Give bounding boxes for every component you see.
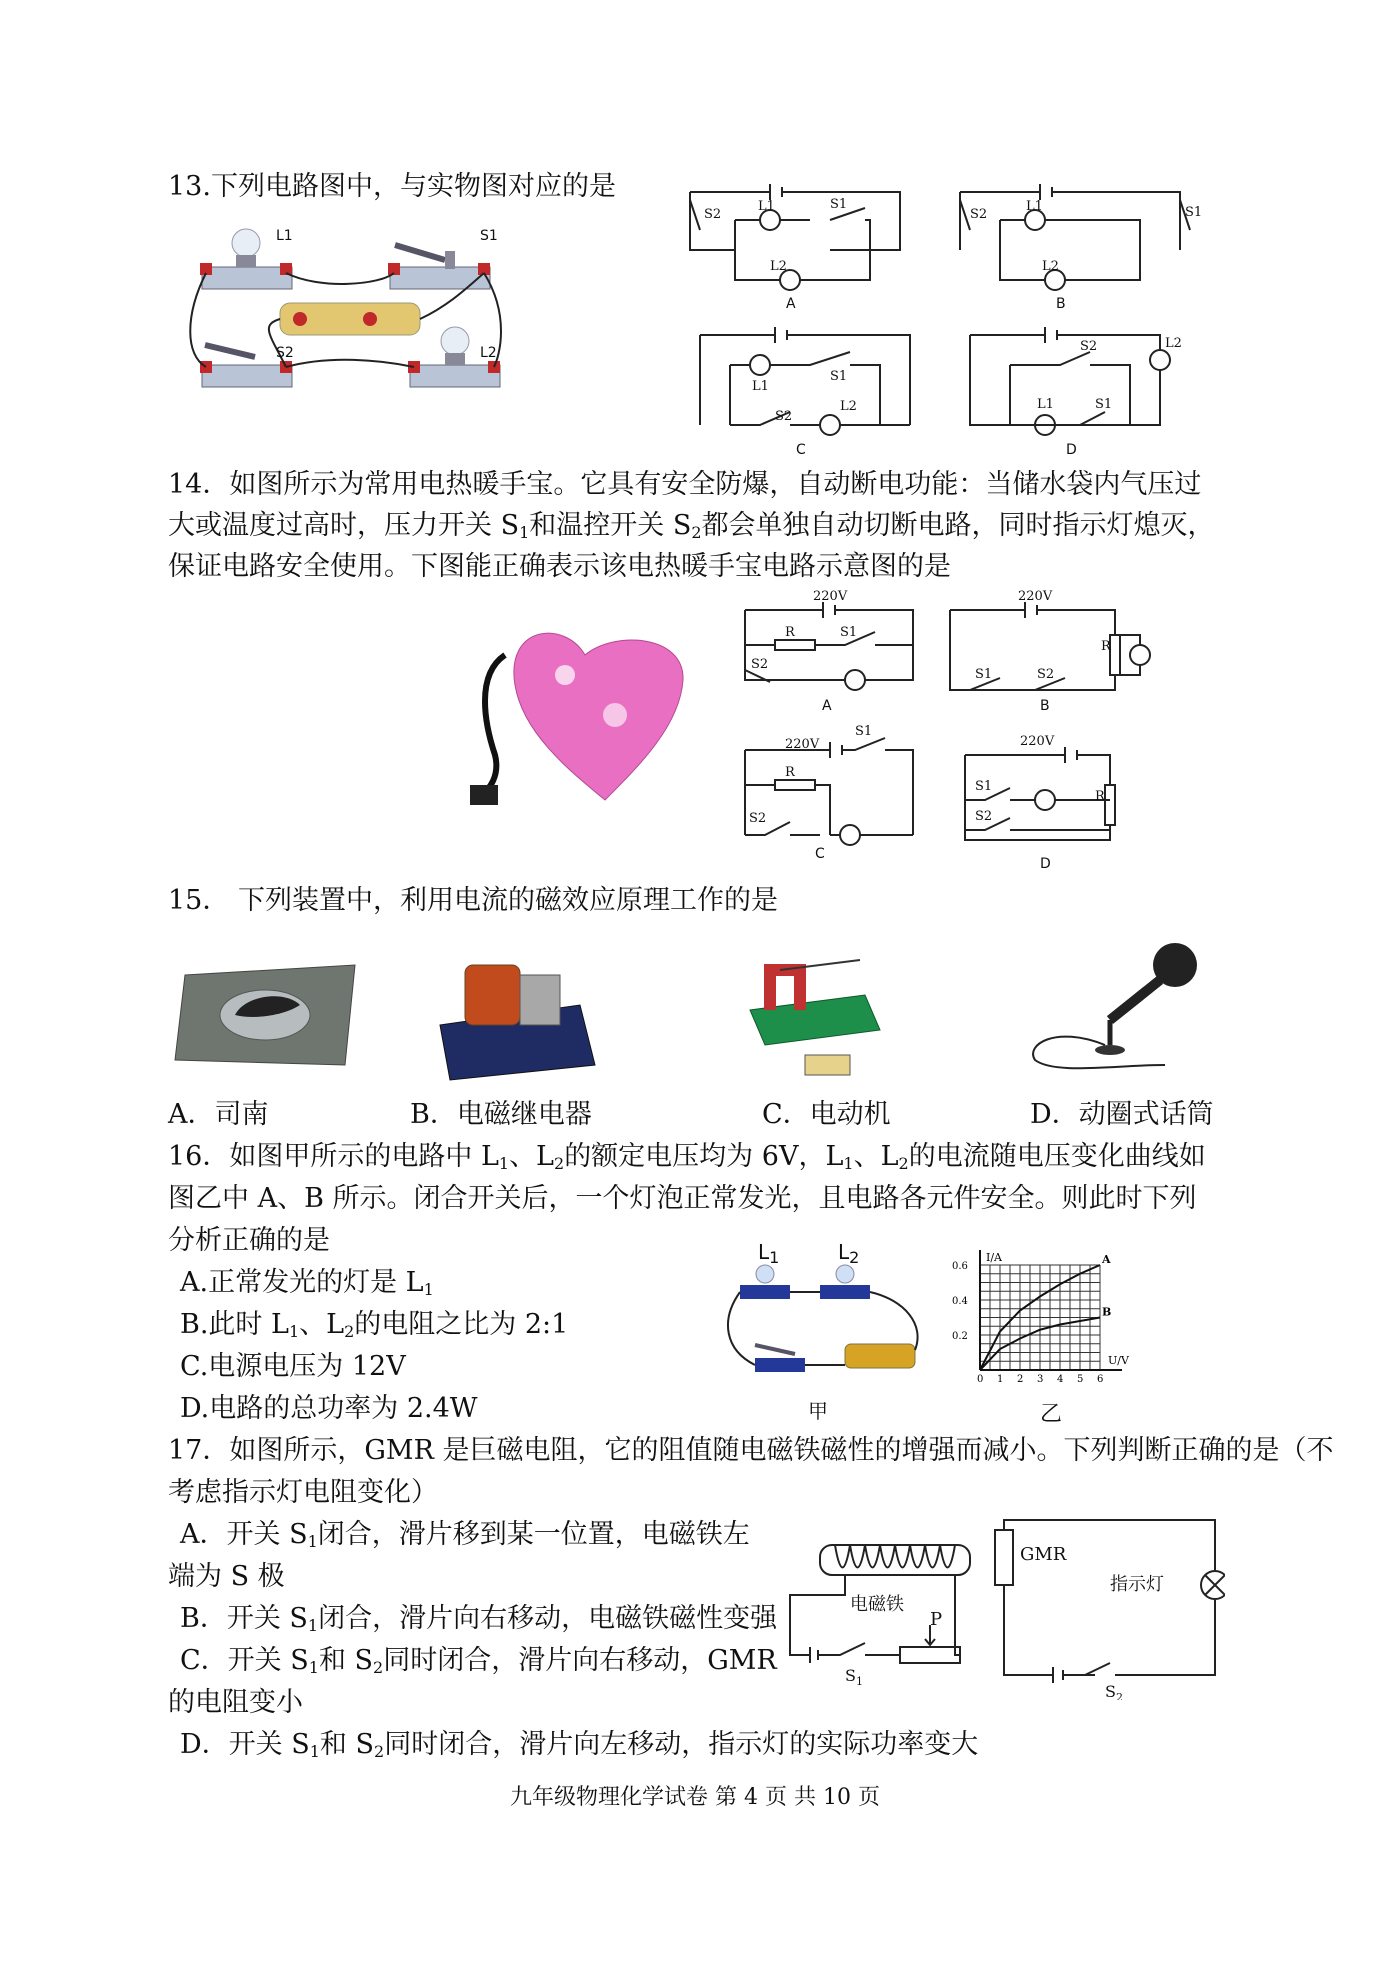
svg-text:S1: S1 xyxy=(830,197,848,212)
svg-text:S2: S2 xyxy=(751,657,769,672)
q13-stem: 13.下列电路图中，与实物图对应的是 xyxy=(168,171,616,202)
svg-text:L2: L2 xyxy=(1165,336,1182,351)
q14-line3: 保证电路安全使用。下图能正确表示该电热暖手宝电路示意图的是 xyxy=(168,551,951,582)
q14-diagram-a-label: A xyxy=(822,698,832,714)
x-tick-label: 0 xyxy=(977,1374,984,1385)
relay-image xyxy=(430,935,600,1085)
q15-option-d: D．动圈式话筒 xyxy=(1030,1099,1214,1130)
q17-option-c-line1: C．开关 $S_1$和 $S_2$同时闭合，滑片向右移动，GMR xyxy=(180,1645,777,1677)
q13-circuit-options xyxy=(680,180,1240,465)
q13-label-l1: L1 xyxy=(276,228,293,244)
svg-text:S2: S2 xyxy=(775,409,793,424)
x-tick-label: 4 xyxy=(1057,1374,1064,1385)
x-tick-label: 5 xyxy=(1077,1374,1084,1385)
x-tick-label: 3 xyxy=(1037,1374,1044,1385)
q16-line2: 图乙中 A、B 所示。闭合开关后，一个灯泡正常发光，且电路各元件安全。则此时下列 xyxy=(168,1183,1197,1214)
q17-option-c-line2: 的电阻变小 xyxy=(168,1687,303,1718)
q17-slider-label: P xyxy=(930,1609,943,1630)
q16-option-c: C.电源电压为 12V xyxy=(180,1351,406,1382)
q17-indicator-label: 指示灯 xyxy=(1110,1574,1164,1595)
q17-gmr-circuit xyxy=(785,1505,1225,1700)
microphone-image xyxy=(1015,935,1215,1080)
q13-diagram-a-label: A xyxy=(786,296,796,312)
y-tick-label: 0.6 xyxy=(952,1261,968,1272)
q17-line1: 17．如图所示，GMR 是巨磁电阻，它的阻值随电磁铁磁性的增强而减小。下列判断正确的是（不 xyxy=(168,1435,1334,1466)
series-label-a: A xyxy=(1102,1253,1111,1266)
series-label-b: B xyxy=(1102,1305,1112,1319)
q16-line3: 分析正确的是 xyxy=(168,1225,330,1256)
total-pages: 10 xyxy=(822,1785,851,1810)
q15-option-b: B．电磁继电器 xyxy=(410,1099,592,1130)
y-tick-label: 0.2 xyxy=(952,1331,968,1342)
q14-diagram-b-label: B xyxy=(1040,698,1050,714)
svg-text:L2: L2 xyxy=(770,259,787,274)
q14-line1: 14．如图所示为常用电热暖手宝。它具有安全防爆，自动断电功能：当储水袋内气压过 xyxy=(168,469,1202,500)
q17-option-a-line1: A．开关 $S_1$闭合，滑片移到某一位置，电磁铁左 xyxy=(180,1519,750,1551)
q17-line2: 考虑指示灯电阻变化） xyxy=(168,1477,438,1508)
q13-label-s1: S1 xyxy=(480,228,498,244)
q16-option-b: B.此时 $L_1$、$L_2$的电阻之比为 2:1 xyxy=(180,1309,569,1341)
svg-text:S2: $S_2$ xyxy=(1105,1682,1123,1700)
q13-label-s2: S2 xyxy=(276,345,294,361)
svg-text:L1: L1 xyxy=(752,379,769,394)
q14-line2: 大或温度过高时，压力开关 $S_1$和温控开关 $S_2$都会单独自动切断电路，同时指示灯熄灭， xyxy=(168,510,1215,542)
electric-motor-image xyxy=(740,930,890,1090)
svg-text:S1: $S_1$ xyxy=(845,1666,863,1688)
svg-text:L1: L1 xyxy=(1026,199,1043,214)
svg-text:S1: S1 xyxy=(1095,397,1113,412)
svg-text:220V: 220V xyxy=(785,737,820,752)
svg-text:S1: S1 xyxy=(1185,205,1203,220)
svg-text:R: R xyxy=(1095,789,1105,804)
sinan-compass-image xyxy=(165,955,365,1075)
svg-text:S1: S1 xyxy=(975,779,993,794)
q16-fig-label-l1: $L_1$ xyxy=(758,1240,780,1267)
q17-electromagnet-label: 电磁铁 xyxy=(850,1594,904,1615)
x-tick-label: 1 xyxy=(997,1374,1004,1385)
q13-diagram-b-label: B xyxy=(1056,296,1066,312)
q17-option-d: D．开关 $S_1$和 $S_2$同时闭合，滑片向左移动，指示灯的实际功率变大 xyxy=(180,1729,979,1761)
svg-text:R: R xyxy=(1101,639,1111,654)
q13-diagram-c-label: C xyxy=(796,442,806,458)
q17-option-a-line2: 端为 S 极 xyxy=(168,1561,285,1592)
q14-diagram-c-label: C xyxy=(815,846,825,862)
svg-text:S2: S2 xyxy=(1080,339,1098,354)
q15-stem: 15． 下列装置中，利用电流的磁效应原理工作的是 xyxy=(168,885,778,916)
page-footer: 九年级物理化学试卷 第 4 页 共 10 页 xyxy=(510,1785,880,1810)
svg-text:S1: S1 xyxy=(855,724,873,739)
svg-text:L2: L2 xyxy=(840,399,857,414)
q13-diagram-d-label: D xyxy=(1066,442,1077,458)
q15-option-a: A．司南 xyxy=(168,1099,269,1130)
svg-text:S2: S2 xyxy=(749,811,767,826)
q16-option-d: D.电路的总功率为 2.4W xyxy=(180,1393,478,1424)
q16-fig-yi-label: 乙 xyxy=(1040,1402,1063,1427)
y-axis-label: I/A xyxy=(986,1251,1002,1264)
x-axis-label: U/V xyxy=(1108,1354,1129,1367)
q17-gmr-label: GMR xyxy=(1020,1544,1067,1565)
x-tick-label: 2 xyxy=(1017,1374,1024,1385)
q14-diagram-d-label: D xyxy=(1040,856,1051,872)
q13-physical-circuit-image xyxy=(180,215,520,405)
q16-option-a: A.正常发光的灯是 $L_1$ xyxy=(180,1267,434,1299)
svg-text:L1: L1 xyxy=(1037,397,1054,412)
svg-text:R: R xyxy=(785,765,795,780)
svg-text:S2: S2 xyxy=(704,207,722,222)
y-tick-label: 0.4 xyxy=(952,1296,968,1307)
q16-fig-jia-label: 甲 xyxy=(808,1399,828,1423)
q17-option-b: B．开关 $S_1$闭合，滑片向右移动，电磁铁磁性变强 xyxy=(180,1603,778,1635)
svg-text:220V: 220V xyxy=(1018,590,1053,604)
x-tick-label: 6 xyxy=(1097,1374,1104,1385)
svg-text:S2: S2 xyxy=(970,207,988,222)
svg-text:L2: L2 xyxy=(1042,259,1059,274)
q16-fig-label-l2: $L_2$ xyxy=(838,1240,860,1267)
hand-warmer-image xyxy=(465,615,690,815)
svg-text:220V: 220V xyxy=(1020,734,1055,749)
q16-fig-jia-circuit xyxy=(720,1240,940,1400)
q14-circuit-options xyxy=(735,590,1155,860)
svg-text:220V: 220V xyxy=(813,590,848,604)
q13-label-l2: L2 xyxy=(480,345,497,361)
q15-option-c: C．电动机 xyxy=(762,1099,891,1130)
svg-text:S1: S1 xyxy=(975,667,993,682)
page-number: 4 xyxy=(744,1785,758,1810)
svg-text:S1: S1 xyxy=(840,625,858,640)
svg-text:R: R xyxy=(785,625,795,640)
svg-text:S2: S2 xyxy=(975,809,993,824)
svg-text:S1: S1 xyxy=(830,369,848,384)
q16-line1: 16．如图甲所示的电路中 $L_1$、$L_2$的额定电压均为 6V，$L_1$、$L_2$的电流随电压变化曲线如 xyxy=(168,1141,1206,1173)
svg-text:S2: S2 xyxy=(1037,667,1055,682)
svg-text:L1: L1 xyxy=(758,199,775,214)
q16-fig-yi-graph xyxy=(950,1245,1150,1395)
